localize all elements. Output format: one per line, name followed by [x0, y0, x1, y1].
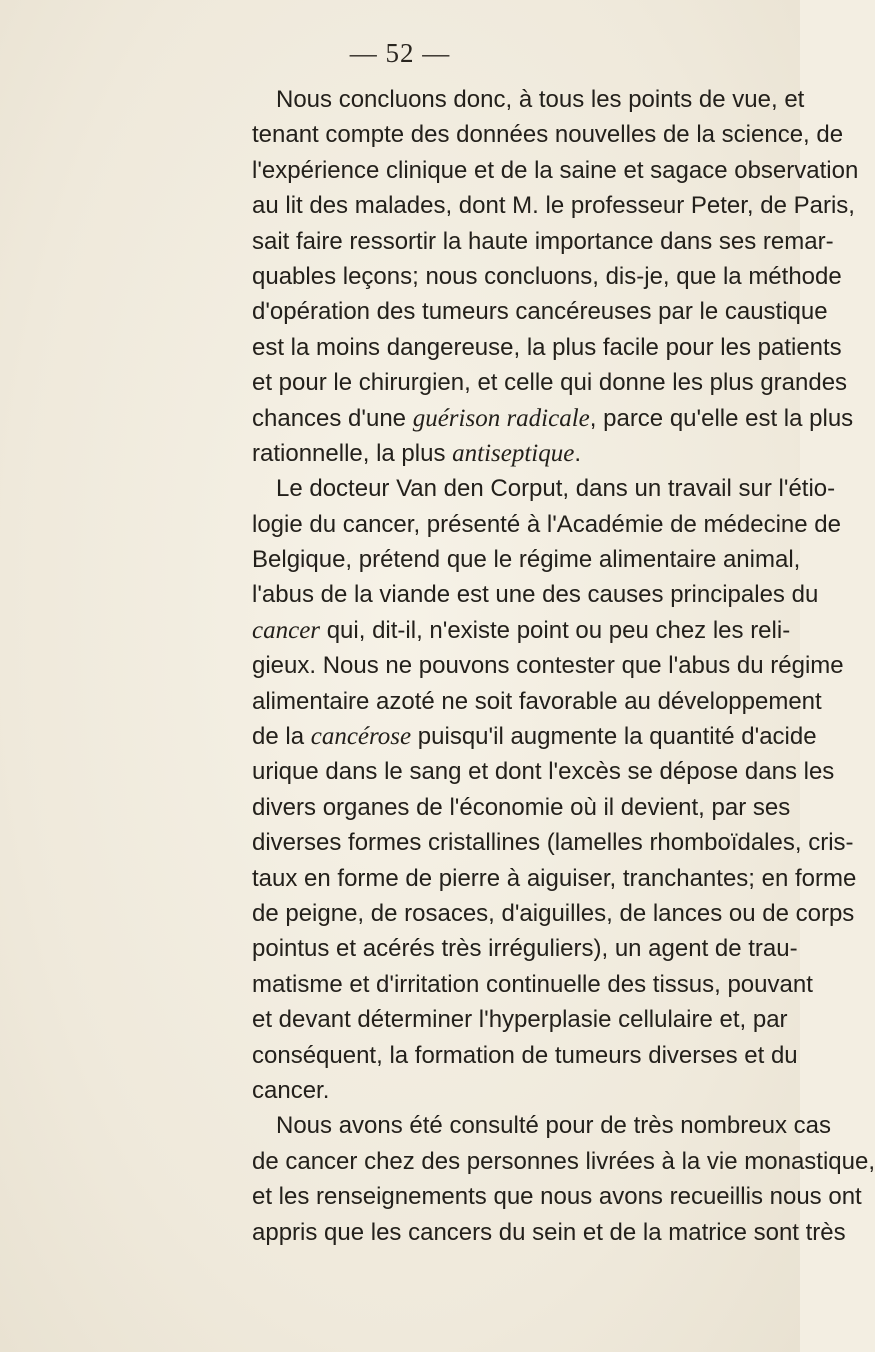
- text-line: Belgique, prétend que le régime alimentaire animal,: [252, 546, 801, 574]
- text-line: de cancer chez des personnes livrées à la vie monastique,: [252, 1147, 875, 1175]
- text-line: matisme et d'irritation continuelle des tissus, pouvant: [252, 970, 813, 998]
- text-segment: rationnelle, la plus: [252, 439, 453, 467]
- italic-phrase: cancer: [252, 616, 321, 644]
- text-line: et pour le chirurgien, et celle qui donne les plus grandes: [252, 369, 848, 397]
- text-line: gieux. Nous ne pouvons contester que l'abus du régime: [252, 652, 844, 680]
- text-segment: de la: [252, 723, 311, 751]
- text-segment: .: [574, 439, 582, 467]
- text-line: tenant compte des données nouvelles de la science, de: [252, 121, 844, 149]
- text-line: quables leçons; nous concluons, dis-je, que la méthode: [252, 262, 842, 290]
- text-segment: puisqu'il augmente la quantité d'acide: [411, 723, 817, 751]
- body-text: [252, 82, 875, 1250]
- italic-phrase: guérison radicale: [412, 404, 590, 432]
- text-segment: , parce qu'elle est la plus: [589, 404, 854, 432]
- text-line: de peigne, de rosaces, d'aiguilles, de lances ou de corps: [252, 899, 855, 927]
- text-line: sait faire ressortir la haute importance dans ses remar-: [252, 227, 834, 255]
- text-line: [252, 719, 817, 754]
- text-line: [252, 436, 780, 471]
- text-line: l'expérience clinique et de la saine et sagace observation: [252, 156, 859, 184]
- text-line: est la moins dangereuse, la plus facile pour les patients: [252, 333, 842, 361]
- text-segment: qui, dit-il, n'existe point ou peu chez les reli-: [320, 616, 791, 644]
- text-line: alimentaire azoté ne soit favorable au développement: [252, 687, 822, 715]
- text-segment: chances d'une: [252, 404, 413, 432]
- text-line: Nous avons été consulté pour de très nombreux cas: [276, 1112, 831, 1140]
- text-line: l'abus de la viande est une des causes principales du: [252, 581, 819, 609]
- text-line: d'opération des tumeurs cancéreuses par le caustique: [252, 298, 828, 326]
- text-line: et les renseignements que nous avons recueillis nous ont: [252, 1183, 862, 1211]
- text-line: pointus et acérés très irréguliers), un agent de trau-: [252, 935, 798, 963]
- italic-phrase: cancérose: [310, 723, 412, 751]
- text-line: Le docteur Van den Corput, dans un travail sur l'étio-: [276, 475, 836, 503]
- text-line: Nous concluons donc, à tous les points de vue, et: [276, 86, 805, 113]
- text-line: urique dans le sang et dont l'excès se dépose dans les: [252, 758, 835, 786]
- text-line: diverses formes cristallines (lamelles rhomboïdales, cris-: [252, 829, 854, 857]
- text-line: au lit des malades, dont M. le professeur Peter, de Paris,: [252, 192, 855, 220]
- italic-phrase: antiseptique: [452, 439, 575, 467]
- text-line: [252, 401, 854, 436]
- text-line: divers organes de l'économie où il devient, par ses: [252, 793, 791, 821]
- text-line: conséquent, la formation de tumeurs diverses et du: [252, 1041, 798, 1069]
- text-line: [252, 613, 791, 648]
- text-line: et devant déterminer l'hyperplasie cellulaire et, par: [252, 1006, 788, 1034]
- text-line: appris que les cancers du sein et de la matrice sont très: [252, 1218, 846, 1246]
- text-line: logie du cancer, présenté à l'Académie de médecine de: [252, 510, 841, 538]
- text-line: taux en forme de pierre à aiguiser, tranchantes; en forme: [252, 864, 857, 892]
- page-number: — 52 —: [349, 38, 451, 68]
- text-line: cancer.: [252, 1076, 330, 1104]
